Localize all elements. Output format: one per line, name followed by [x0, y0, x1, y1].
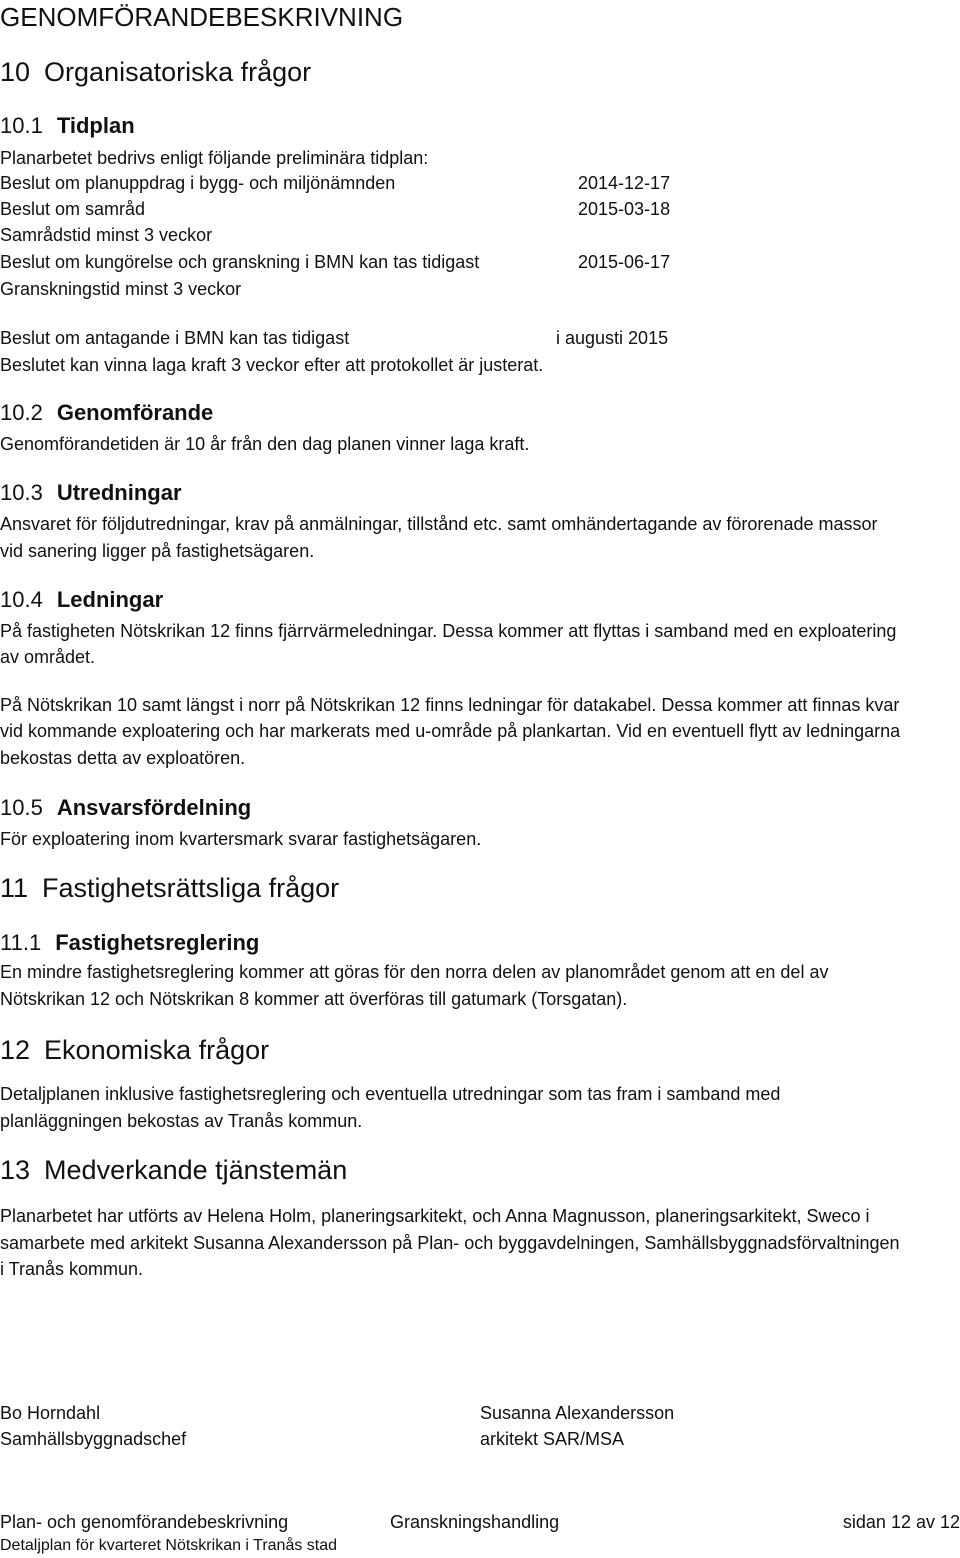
section-number: 10.3: [0, 480, 43, 505]
signature-role: Samhällsbyggnadschef: [0, 1429, 187, 1449]
section-number: 11: [0, 873, 29, 903]
section-title: Ekonomiska frågor: [44, 1035, 270, 1065]
paragraph-line: På fastigheten Nötskrikan 12 finns fjärrvärmeledningar. Dessa kommer att flyttas i samband med en exploatering: [0, 621, 897, 641]
timeline-row-date: 2014-12-17: [578, 173, 671, 193]
section-title: Tidplan: [56, 113, 135, 138]
section-title: Organisatoriska frågor: [44, 57, 312, 87]
section-number: 10.5: [0, 795, 43, 820]
paragraph-line: samarbete med arkitekt Susanna Alexandersson på Plan- och byggavdelningen, Samhällsbyggnadsförvaltningen: [0, 1233, 900, 1253]
section-number: 13: [0, 1155, 31, 1185]
section-11-heading: [0, 873, 339, 904]
timeline-row-label: Samrådstid minst 3 veckor: [0, 225, 213, 245]
section-title: Ansvarsfördelning: [56, 795, 252, 820]
footer-page-number: sidan 12 av 12: [842, 1512, 960, 1532]
section-number: 10.4: [0, 587, 43, 612]
paragraph-line: vid kommande exploatering och har markerats med u-område på plankartan. Vid en eventuell flytt av ledningarna: [0, 721, 901, 741]
timeline-row-label: Beslut om planuppdrag i bygg- och miljönämnden: [0, 173, 396, 193]
section-10-4-heading: [0, 587, 163, 613]
section-10-3-heading: [0, 480, 182, 506]
signature-role: arkitekt SAR/MSA: [480, 1429, 625, 1449]
paragraph-line: Detaljplanen inklusive fastighetsreglering och eventuella utredningar som tas fram i samband med: [0, 1084, 781, 1104]
paragraph-line: planläggningen bekostas av Tranås kommun.: [0, 1111, 363, 1131]
section-number: 10: [0, 57, 31, 87]
signature-name: Susanna Alexandersson: [480, 1403, 675, 1423]
section-number: 11.1: [0, 930, 42, 955]
footer-subtitle: Detaljplan för kvarteret Nötskrikan i Tranås stad: [0, 1537, 338, 1554]
legal-force-note: Beslutet kan vinna laga kraft 3 veckor efter att protokollet är justerat.: [0, 355, 544, 375]
section-10-5-heading: [0, 795, 251, 821]
section-title: Genomförande: [56, 400, 214, 425]
section-title: Medverkande tjänstemän: [44, 1155, 348, 1185]
section-10-2-heading: [0, 400, 213, 426]
section-number: 10.2: [0, 400, 43, 425]
paragraph-line: En mindre fastighetsreglering kommer att göras för den norra delen av planområdet genom att en del av: [0, 962, 829, 982]
signature-name: Bo Horndahl: [0, 1403, 101, 1423]
adoption-label: Beslut om antagande i BMN kan tas tidigast: [0, 328, 350, 348]
document-title: GENOMFÖRANDEBESKRIVNING: [0, 2, 404, 32]
section-13-heading: [0, 1155, 347, 1186]
paragraph: Genomförandetiden är 10 år från den dag planen vinner laga kraft.: [0, 434, 530, 454]
paragraph-line: bekostas detta av exploatören.: [0, 748, 246, 768]
section-11-1-heading: [0, 930, 259, 956]
paragraph-line: vid sanering ligger på fastighetsägaren.: [0, 541, 315, 561]
paragraph-line: Nötskrikan 12 och Nötskrikan 8 kommer att överföras till gatumark (Torsgatan).: [0, 989, 628, 1009]
section-10-heading: [0, 57, 311, 88]
section-title: Utredningar: [56, 480, 182, 505]
paragraph: För exploatering inom kvartersmark svarar fastighetsägaren.: [0, 829, 482, 849]
timeline-row-date: 2015-06-17: [578, 252, 671, 272]
section-number: 12: [0, 1035, 31, 1065]
section-title: Fastighetsreglering: [55, 930, 260, 955]
footer-left: Plan- och genomförandebeskrivning: [0, 1512, 289, 1532]
paragraph-line: Ansvaret för följdutredningar, krav på anmälningar, tillstånd etc. samt omhändertagande av förorenade massor: [0, 514, 878, 534]
paragraph-line: av området.: [0, 647, 96, 667]
section-title: Fastighetsrättsliga frågor: [42, 873, 340, 903]
section-12-heading: [0, 1035, 269, 1066]
timeline-row-label: Granskningstid minst 3 veckor: [0, 279, 242, 299]
section-number: 10.1: [0, 113, 43, 138]
adoption-date: i augusti 2015: [556, 328, 669, 348]
timeline-intro: Planarbetet bedrivs enligt följande preliminära tidplan:: [0, 148, 429, 168]
timeline-row-label: Beslut om samråd: [0, 199, 146, 219]
section-10-1-heading: [0, 113, 135, 139]
paragraph-line: i Tranås kommun.: [0, 1259, 144, 1279]
timeline-row-label: Beslut om kungörelse och granskning i BMN kan tas tidigast: [0, 252, 480, 272]
section-title: Ledningar: [56, 587, 164, 612]
paragraph-line: Planarbetet har utförts av Helena Holm, planeringsarkitekt, och Anna Magnusson, planeringsarkitekt, Sweco i: [0, 1206, 870, 1226]
timeline-row-date: 2015-03-18: [578, 199, 671, 219]
paragraph-line: På Nötskrikan 10 samt längst i norr på Nötskrikan 12 finns ledningar för datakabel. Dessa kommer att finnas kvar: [0, 695, 900, 715]
footer-center: Granskningshandling: [390, 1512, 560, 1532]
